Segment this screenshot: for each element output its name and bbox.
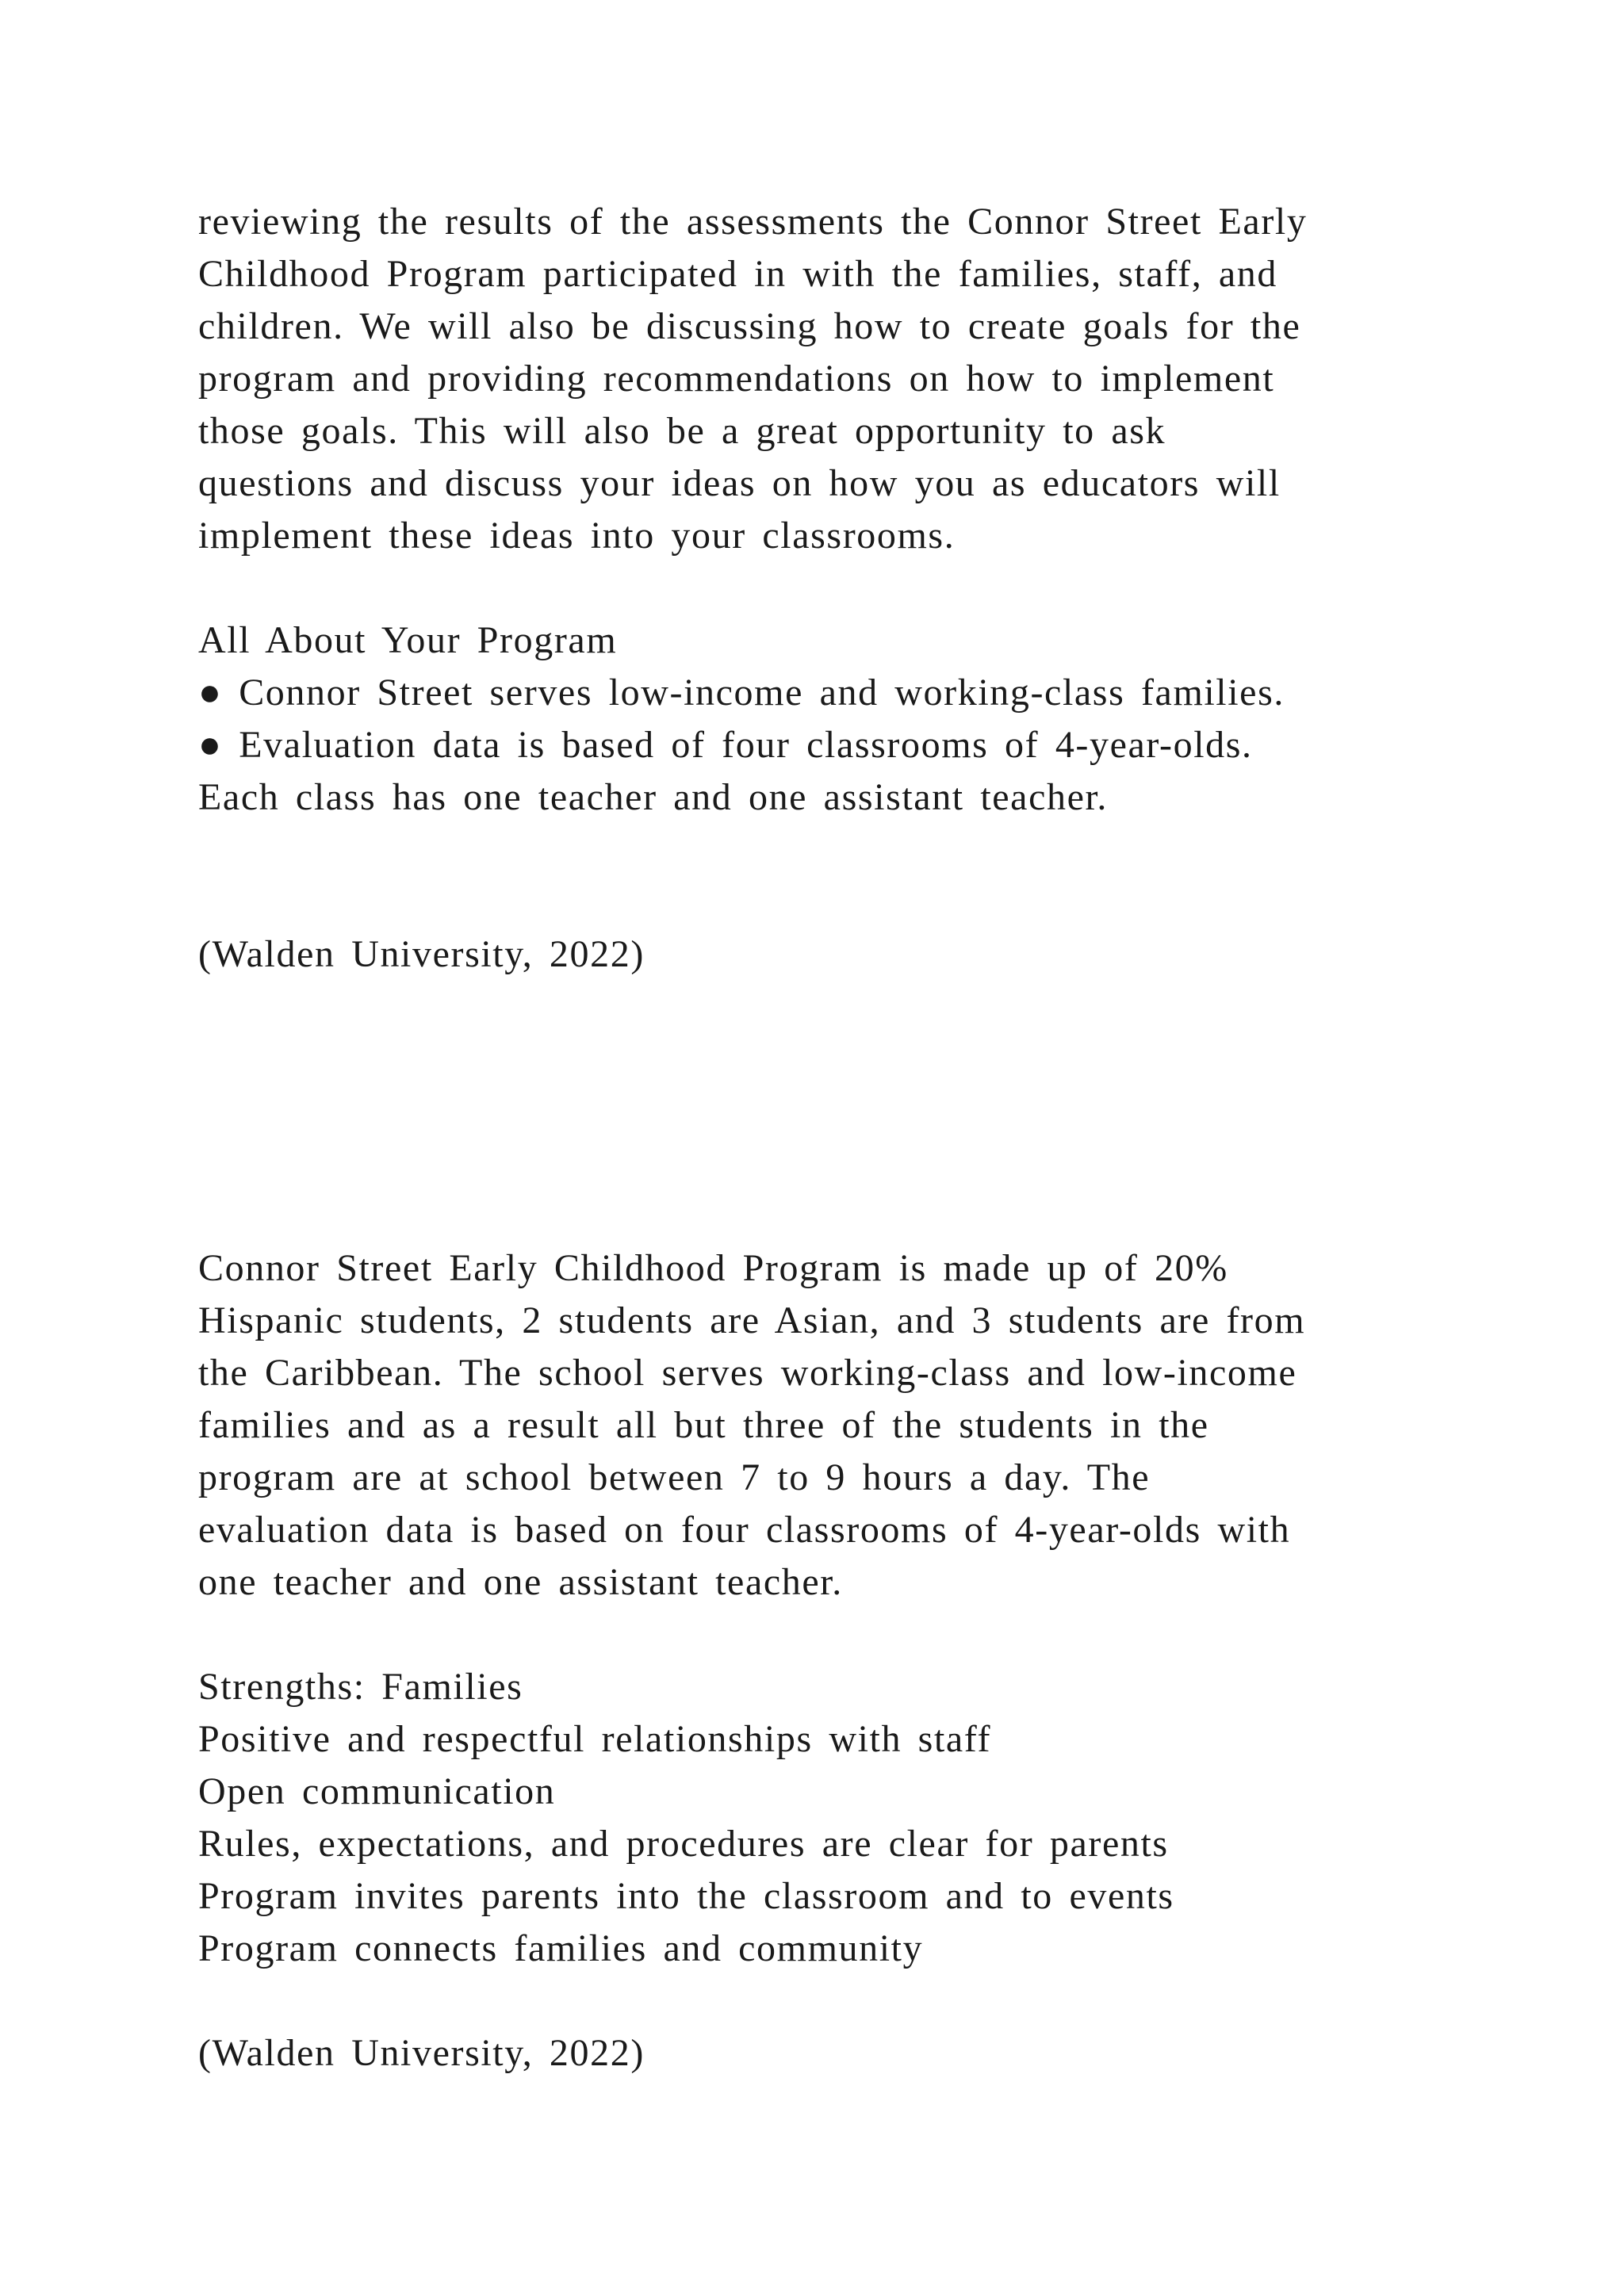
intro-line: those goals. This will also be a great opportunity to ask [198,410,1166,452]
demographics-line: Connor Street Early Childhood Program is made up of 20% [198,1247,1228,1289]
strength-item: Open communication [198,1770,556,1812]
demographics-line: the Caribbean. The school serves working-class and low-income [198,1352,1297,1394]
intro-line: program and providing recommendations on how to implement [198,358,1275,400]
program-bullet: ● Evaluation data is based of four classrooms of 4-year-olds. [198,724,1253,766]
demographics-line: Hispanic students, 2 students are Asian, and 3 students are from [198,1299,1306,1341]
intro-line: implement these ideas into your classrooms. [198,515,956,557]
citation: (Walden University, 2022) [198,933,645,975]
demographics-line: program are at school between 7 to 9 hours a day. The [198,1456,1151,1498]
strength-item: Rules, expectations, and procedures are clear for parents [198,1823,1169,1865]
program-bullet: ● Connor Street serves low-income and working-class families. [198,672,1285,714]
program-bullet-continuation: Each class has one teacher and one assistant teacher. [198,776,1109,818]
strength-item: Program invites parents into the classroom and to events [198,1875,1174,1917]
strength-item: Positive and respectful relationships with staff [198,1718,992,1760]
strengths-heading: Strengths: Families [198,1666,523,1708]
intro-line: children. We will also be discussing how to create goals for the [198,305,1301,347]
intro-line: reviewing the results of the assessments the Connor Street Early [198,201,1308,243]
demographics-line: one teacher and one assistant teacher. [198,1561,843,1603]
intro-line: questions and discuss your ideas on how you as educators will [198,462,1281,504]
demographics-line: families and as a result all but three of the students in the [198,1404,1209,1446]
intro-line: Childhood Program participated in with the families, staff, and [198,253,1277,295]
demographics-line: evaluation data is based on four classrooms of 4-year-olds with [198,1509,1291,1551]
strength-item: Program connects families and community [198,1927,924,1969]
program-heading: All About Your Program [198,619,618,661]
citation: (Walden University, 2022) [198,2032,645,2074]
